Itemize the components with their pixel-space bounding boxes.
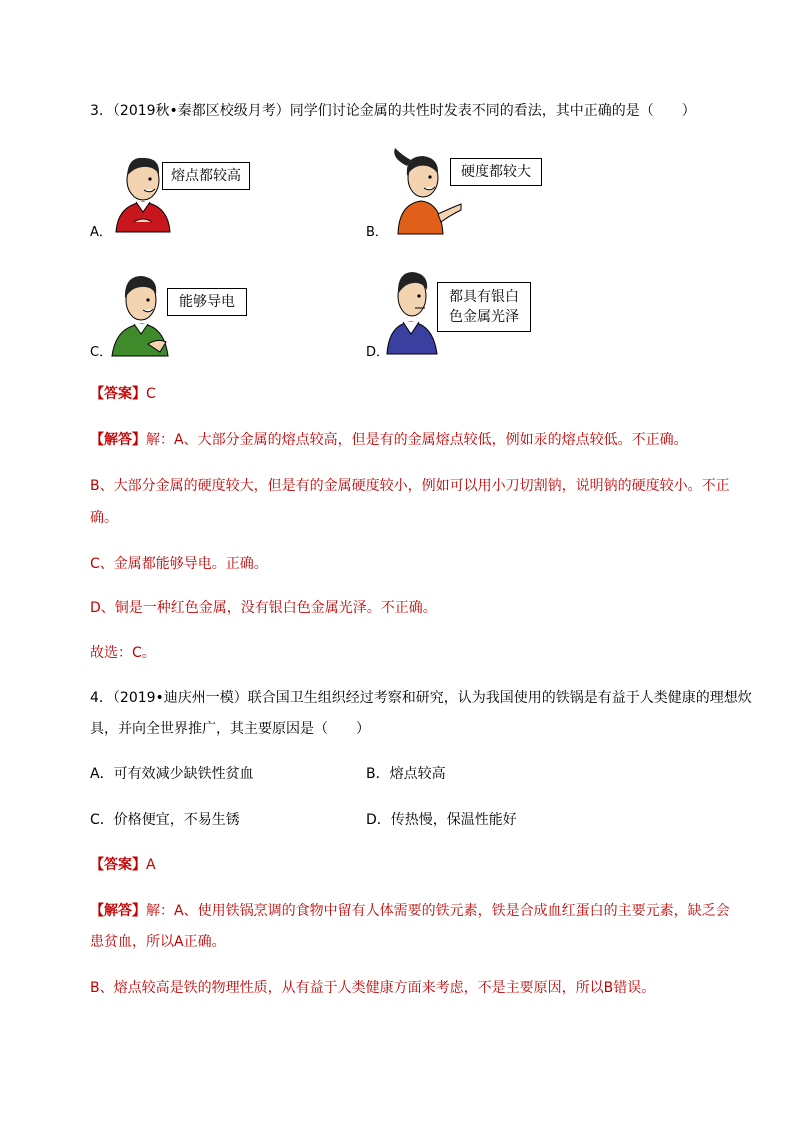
q3-answer-tag: 【答案】 (90, 386, 146, 402)
q4-stem-line-1: 4．（2019•迪庆州一模）联合国卫生组织经过考察和研究，认为我国使用的铁锅是有益于人类健康的理想炊 (90, 690, 752, 706)
q3-explain-line-3: 确。 (90, 510, 118, 526)
q3-explain-line-6: 故选：C。 (90, 645, 156, 661)
option-c-speech-bubble (167, 288, 247, 316)
option-b-bubble-text: 硬度都较大 (461, 164, 531, 180)
q3-explain-line-2: B、大部分金属的硬度较大，但是有的金属硬度较小，例如可以用小刀切割钠，说明钠的硬度较小。不正 (90, 478, 730, 494)
option-d-bubble-text-line-2: 色金属光泽 (449, 309, 519, 325)
q4-stem-line-2: 具，并向全世界推广，其主要原因是（ ） (90, 721, 370, 737)
q4-explain-text-1: 解：A、使用铁锅烹调的食物中留有人体需要的铁元素，铁是合成血红蛋白的主要元素，缺乏会 (146, 903, 730, 919)
option-c-label: C． (90, 345, 113, 360)
q3-explain-line-5: D、铜是一种红色金属，没有银白色金属光泽。不正确。 (90, 600, 437, 616)
q3-explain-text-1: 解：A、大部分金属的熔点较高，但是有的金属熔点较低，例如汞的熔点较低。不正确。 (146, 432, 688, 448)
q4-choice-b: B．熔点较高 (366, 766, 446, 782)
q3-explain-tag: 【解答】 (90, 432, 146, 448)
option-d-speech-bubble (437, 282, 531, 332)
q4-choice-c: C．价格便宜，不易生锈 (90, 812, 240, 828)
q4-choice-d: D．传热慢，保温性能好 (366, 812, 517, 828)
option-d-bubble-text-line-1: 都具有银白 (449, 289, 519, 305)
q3-explain-line-4: C、金属都能够导电。正确。 (90, 556, 268, 572)
q3-stem: 3．（2019秋•秦都区校级月考）同学们讨论金属的共性时发表不同的看法，其中正确的是（ ） (90, 103, 696, 119)
option-b-label: B． (366, 225, 388, 240)
q4-explain-tag: 【解答】 (90, 903, 146, 919)
q3-answer (90, 384, 156, 404)
option-d-person-figure (383, 264, 443, 356)
q4-answer (90, 855, 156, 875)
q4-explain-line-2: 患贫血，所以A正确。 (90, 934, 226, 950)
option-c-bubble-text: 能够导电 (179, 294, 235, 310)
option-d-label: D． (366, 345, 390, 360)
option-b-speech-bubble (450, 158, 542, 186)
q3-explain-line-1 (90, 430, 688, 450)
q4-explain-line-3: B、熔点较高是铁的物理性质，从有益于人类健康方面来考虑，不是主要原因，所以B错误。 (90, 980, 656, 996)
q4-answer-value: A (146, 857, 156, 873)
option-a-speech-bubble (162, 162, 250, 190)
option-a-label: A． (90, 225, 112, 240)
q4-explain-line-1 (90, 901, 730, 921)
q3-answer-value: C (146, 386, 156, 402)
q4-choice-a: A．可有效减少缺铁性贫血 (90, 766, 254, 782)
q4-answer-tag: 【答案】 (90, 857, 146, 873)
option-a-bubble-text: 熔点都较高 (171, 168, 241, 184)
